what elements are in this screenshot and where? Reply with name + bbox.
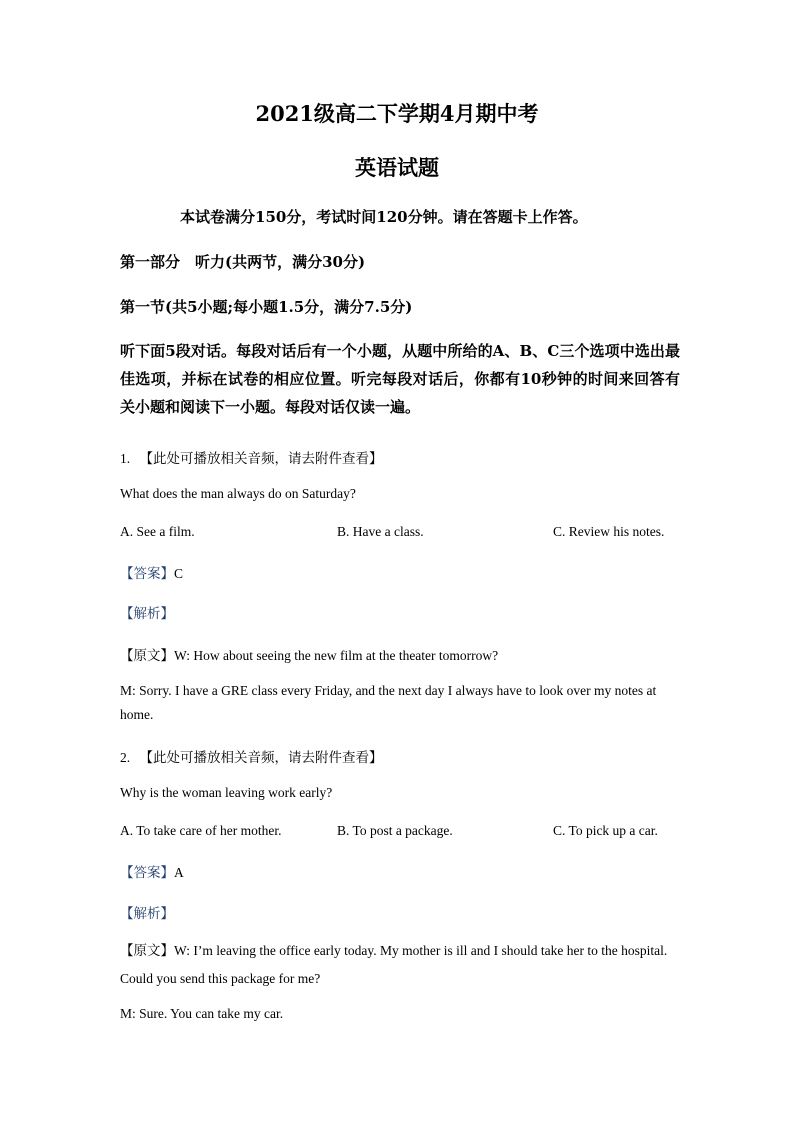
option-c: C. Review his notes. [553, 524, 665, 539]
option-a: A. To take care of her mother. [120, 823, 282, 838]
question-1-text: What does the man always do on Saturday? [120, 486, 356, 501]
transcript-woman: W: How about seeing the new film at the theater tomorrow? [174, 648, 499, 663]
listening-instructions: 听下面5段对话。每段对话后有一个小题，从题中所给的A、B、C三个选项中选出最佳选项，并标在试卷的相应位置。听完每段对话后，你都有10秒钟的时间来回答有关小题和阅读下一小题。每段对话仅读一遍。 [120, 342, 680, 416]
transcript-woman [120, 937, 680, 993]
option-a: A. See a film. [120, 524, 195, 539]
transcript-label: 【原文】 [120, 943, 174, 959]
answer-value: C [174, 566, 184, 581]
option-b: B. Have a class. [337, 524, 424, 539]
exam-intro: 本试卷满分150分，考试时间120分钟。请在答题卡上作答。 [180, 208, 588, 226]
answer-label: 【答案】 [120, 566, 174, 582]
transcript-woman-text: W: I’m leaving the office early today. My mother is ill and I should take her to the hospital. Could you send this package for me? [120, 943, 668, 986]
question-2 [120, 746, 383, 766]
exam-subtitle: 英语试题 [355, 155, 439, 180]
audio-placeholder-note: 【此处可播放相关音频，请去附件查看】 [139, 750, 383, 766]
question-number: 1. [120, 451, 131, 466]
transcript-first-line [120, 644, 498, 664]
analysis-label: 【解析】 [120, 606, 174, 622]
question-1 [120, 447, 383, 467]
answer-line [120, 562, 183, 582]
option-b: B. To post a package. [337, 823, 453, 838]
option-c: C. To pick up a car. [553, 823, 658, 838]
audio-placeholder-note: 【此处可播放相关音频，请去附件查看】 [139, 451, 383, 467]
exam-title: 2021级高二下学期4月期中考 [255, 101, 539, 126]
answer-line [120, 861, 184, 881]
analysis-label: 【解析】 [120, 906, 174, 922]
part-heading: 第一部分 听力(共两节，满分30分) [120, 253, 366, 271]
transcript-man: M: Sorry. I have a GRE class every Friday, and the next day I always have to look over my notes at home. [120, 683, 657, 722]
answer-value: A [174, 865, 184, 880]
question-number: 2. [120, 750, 131, 765]
section-heading: 第一节(共5小题;每小题1.5分，满分7.5分) [120, 298, 413, 316]
transcript-label: 【原文】 [120, 648, 174, 664]
transcript-man: M: Sure. You can take my car. [120, 1006, 284, 1021]
answer-label: 【答案】 [120, 865, 174, 881]
question-2-text: Why is the woman leaving work early? [120, 785, 333, 800]
